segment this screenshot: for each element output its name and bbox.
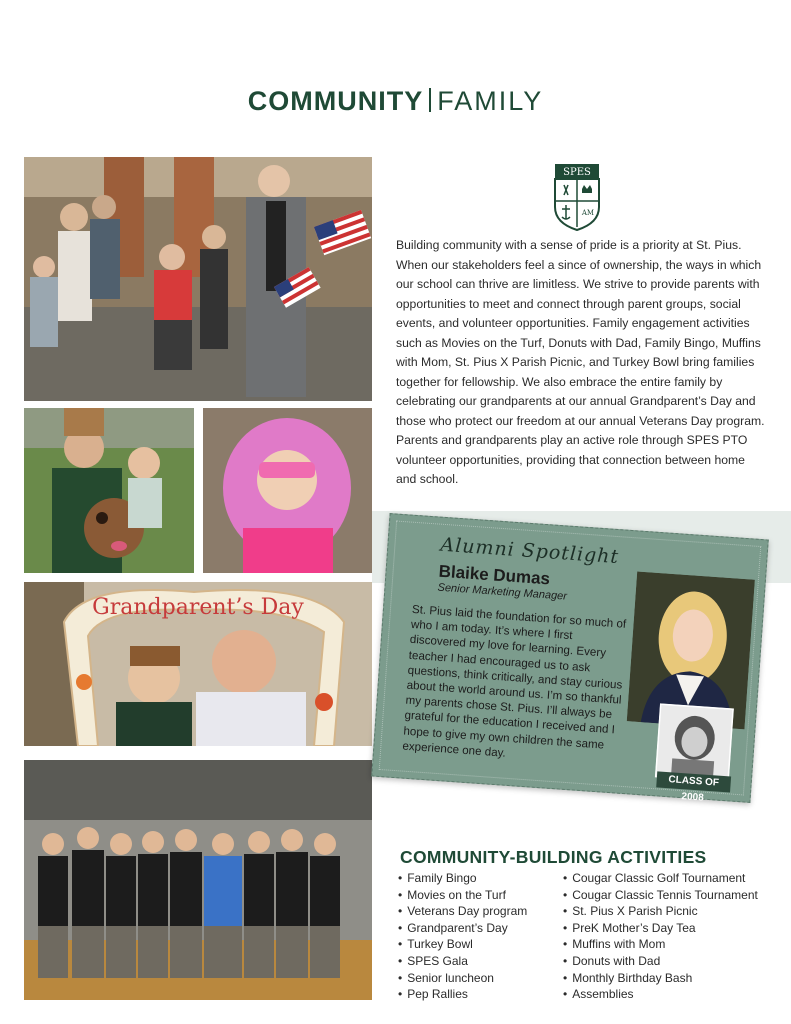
activities-list-right	[563, 870, 758, 1003]
list-item: • Movies on the Turf	[398, 887, 527, 904]
photo-boy-with-dog	[24, 408, 194, 573]
intro-paragraph: Building community with a sense of pride is a priority at St. Pius. When our stakeholders feel a since of ownership, the ways in which our school can thrive are limitless. We strive to provide parents with opportunities to meet and connect through parent groups, social events, and volunteer opportunities. Family engagement activities such as Movies on the Turf, Donuts with Dad, Family Bingo, Muffins with Mom, St. Pius X Parish Picnic, and Turkey Bowl bring families together for fellowship. We also embrace the entire family by celebrating our grandparents at our annual Grandparent’s Day and those who protect our freedom at our annual Veterans Day program. Parents and grandparents play an active role through SPES PTO volunteer opportunities, providing that connection between home and school.	[396, 238, 765, 486]
list-item: • Muffins with Mom	[563, 936, 758, 953]
school-crest-logo	[554, 163, 600, 231]
spotlight-label: Alumni Spotlight	[439, 533, 620, 569]
activities-list-left	[398, 870, 527, 1003]
photo-grandparents-day	[24, 582, 372, 746]
photo-group-teachers	[24, 760, 372, 1000]
list-item: • PreK Mother’s Day Tea	[563, 920, 758, 937]
list-item: • Cougar Classic Golf Tournament	[563, 870, 758, 887]
list-item: • SPES Gala	[398, 953, 527, 970]
class-of-tag: CLASS OF 2008	[656, 771, 731, 792]
alumni-role: Senior Marketing Manager	[437, 581, 568, 603]
activities-title: COMMUNITY-BUILDING ACTIVITIES	[400, 847, 707, 867]
list-item: • Grandparent’s Day	[398, 920, 527, 937]
list-item: • St. Pius X Parish Picnic	[563, 903, 758, 920]
page-title	[0, 86, 791, 117]
title-light: FAMILY	[437, 86, 544, 116]
title-bold: COMMUNITY	[247, 86, 424, 116]
list-item: • Monthly Birthday Bash	[563, 970, 758, 987]
photo-veterans-day	[24, 157, 372, 401]
list-item: • Senior luncheon	[398, 970, 527, 987]
list-item: • Donuts with Dad	[563, 953, 758, 970]
list-item: • Family Bingo	[398, 870, 527, 887]
list-item: • Cougar Classic Tennis Tournament	[563, 887, 758, 904]
list-item: • Pep Rallies	[398, 986, 527, 1003]
alumni-childhood-photo	[655, 703, 734, 782]
crest-text: SPES	[563, 167, 591, 178]
alumni-name: Blaike Dumas	[438, 561, 551, 589]
alumni-quote: St. Pius laid the foundation for so much of who I am today. It’s where I first discovered my love for learning. Every teacher I had encouraged us to ask questions, think critically, and stay curious about the world around us. I’m so thankful my parents chose St. Pius. I’ll always be grateful for the education I received and I hope to give my own children the same experience one day.	[402, 602, 627, 760]
alumni-spotlight-card	[371, 513, 768, 803]
list-item: • Turkey Bowl	[398, 936, 527, 953]
title-divider	[429, 88, 431, 112]
svg-text:AM: AM	[581, 209, 595, 217]
banner-text: Grandparent’s Day	[92, 595, 304, 620]
list-item: • Assemblies	[563, 986, 758, 1003]
photo-pink-wig	[203, 408, 372, 573]
list-item: • Veterans Day program	[398, 903, 527, 920]
